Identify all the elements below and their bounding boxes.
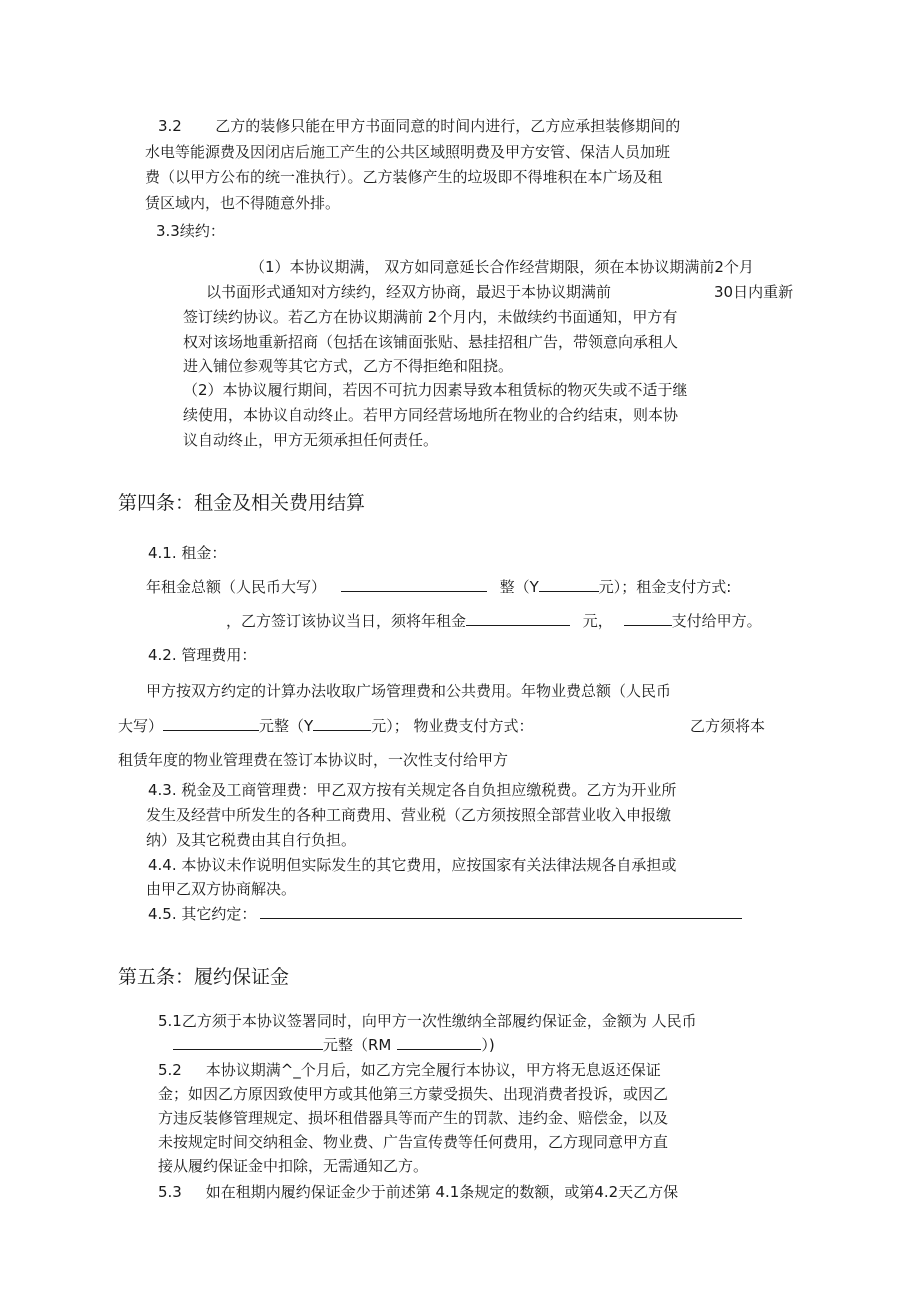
deposit-caps-blank (173, 1035, 323, 1050)
property-fee-whole-label: 元整（Y (259, 717, 314, 735)
clause-4-3-line-2: 发生及经营中所发生的各种工商费用、营业税（乙方须按照全部营业收入申报缴 (146, 806, 672, 824)
pay-to-party-a: 支付给甲方。 (671, 612, 762, 630)
yuan-label: 元， (582, 612, 613, 630)
clause-3-3-1-line-4: 权对该场地重新招商（包括在该铺面张贴、悬挂招租广告，带领意向承租人 (183, 333, 679, 351)
clause-5-2-line-5: 接从履约保证金中扣除，无需通知乙方。 (158, 1157, 429, 1175)
clause-3-3-title: 3.3续约： (156, 222, 225, 240)
clause-4-2-line-2-tail: 乙方须将本 (690, 717, 766, 735)
rent-payment-text: ，乙方签订该协议当日，须将年租金 (226, 612, 467, 630)
deposit-amount-blank (397, 1035, 481, 1050)
clause-3-2-line-2: 水电等能源费及因闭店后施工产生的公共区域照明费及甲方安管、保洁人员加班 (145, 143, 671, 161)
clause-4-2-line-2 (118, 716, 533, 736)
clause-3-3-1-line-5: 进入铺位参观等其它方式，乙方不得拒绝和阻挠。 (183, 357, 514, 375)
clause-4-2-line-1: 甲方按双方约定的计算办法收取广场管理费和公共费用。年物业费总额（人民币 (146, 682, 672, 700)
clause-4-4-line-2: 由甲乙双方协商解决。 (146, 880, 297, 898)
clause-3-3-2-line-3: 议自动终止，甲方无须承担任何责任。 (183, 431, 439, 449)
clause-3-3-1-line-2-tail: 30日内重新 (714, 283, 794, 301)
clause-3-3-1-line-2: 以书面形式通知对方续约，经双方协商，最迟于本协议期满前 (206, 283, 612, 301)
clause-5-2-line-3: 方违反装修管理规定、损坏租借器具等而产生的罚款、违约金、赔偿金，以及 (158, 1109, 669, 1127)
rent-total-label: 年租金总额（人民币大写） (146, 578, 327, 596)
clause-3-3-2-line-1: （2）本协议履行期间，若因不可抗力因素导致本租赁标的物灭失或不适于继 (183, 381, 688, 399)
clause-3-3-2-line-2: 续使用，本协议自动终止。若甲方同经营场地所在物业的合约结束，则本协 (183, 406, 679, 424)
clause-3-3-1-line-3: 签订续约协议。若乙方在协议期满前 2个月内，未做续约书面通知，甲方有 (183, 308, 678, 326)
other-terms-blank (260, 904, 742, 919)
clause-5-2-line-1: 5.2 本协议期满^_个月后，如乙方完全履行本协议，甲方将无息返还保证 (158, 1061, 661, 1079)
rent-whole-label: 整（Y (499, 578, 539, 596)
clause-4-1-title: 4.1. 租金： (148, 544, 227, 562)
article-5-heading: 第五条：履约保证金 (118, 966, 290, 988)
clause-4-3-line-1: 4.3. 税金及工商管理费：甲乙双方按有关规定各自负担应缴税费。乙方为开业所 (148, 781, 677, 799)
rent-amount-blank (539, 577, 599, 592)
deposit-whole-label: 元整（RM (323, 1036, 392, 1054)
clause-4-1-payment-line (226, 611, 762, 631)
other-terms-label: 4.5. 其它约定： (148, 905, 257, 923)
property-fee-caps-label: 大写） (118, 717, 164, 735)
clause-5-2-line-2: 金；如因乙方原因致使甲方或其他第三方蒙受损失、出现消费者投诉，或因乙 (158, 1085, 669, 1103)
clause-5-1-line-1: 5.1乙方须于本协议签署同时，向甲方一次性缴纳全部履约保证金，金额为 人民币 (158, 1012, 697, 1030)
rent-total-blank (341, 577, 487, 592)
deposit-close-bracket: ）) (481, 1036, 495, 1054)
annual-rent-blank (466, 611, 570, 626)
clause-4-5-line (148, 904, 742, 924)
clause-4-2-line-3: 租赁年度的物业管理费在签订本协议时，一次性支付给甲方 (118, 751, 509, 769)
property-fee-amount-blank (313, 716, 371, 731)
clause-5-3-line-1: 5.3 如在租期内履约保证金少于前述第 4.1条规定的数额，或第4.2天乙方保 (158, 1183, 679, 1201)
clause-3-2-line-3: 费（以甲方公布的统一准执行）。乙方装修产生的垃圾即不得堆积在本广场及租 (145, 168, 663, 186)
clause-3-2-line-1: 3.2 乙方的装修只能在甲方书面同意的时间内进行，乙方应承担装修期间的 (158, 117, 681, 135)
article-4-heading: 第四条：租金及相关费用结算 (118, 492, 366, 514)
rent-payment-method-label: 元）；租金支付方式: (598, 578, 732, 596)
clause-3-3-1-line-1: （1）本协议期满， 双方如同意延长合作经营期限，须在本协议期满前2个月 (250, 258, 754, 276)
clause-3-2-line-4: 赁区域内，也不得随意外排。 (145, 194, 341, 212)
clause-4-2-title: 4.2. 管理费用： (148, 646, 257, 664)
clause-4-4-line-1: 4.4. 本协议未作说明但实际发生的其它费用，应按国家有关法律法规各自承担或 (148, 856, 677, 874)
clause-5-2-line-4: 未按规定时间交纳租金、物业费、广告宣传费等任何费用，乙方现同意甲方直 (158, 1133, 669, 1151)
clause-4-1-rent-line (146, 577, 731, 597)
clause-5-1-line-2 (173, 1035, 495, 1055)
payment-blank (624, 611, 672, 626)
property-fee-method-label: 元）； 物业费支付方式： (371, 717, 534, 735)
property-fee-caps-blank (163, 716, 259, 731)
clause-4-3-line-3: 纳）及其它税费由其自行负担。 (146, 831, 357, 849)
